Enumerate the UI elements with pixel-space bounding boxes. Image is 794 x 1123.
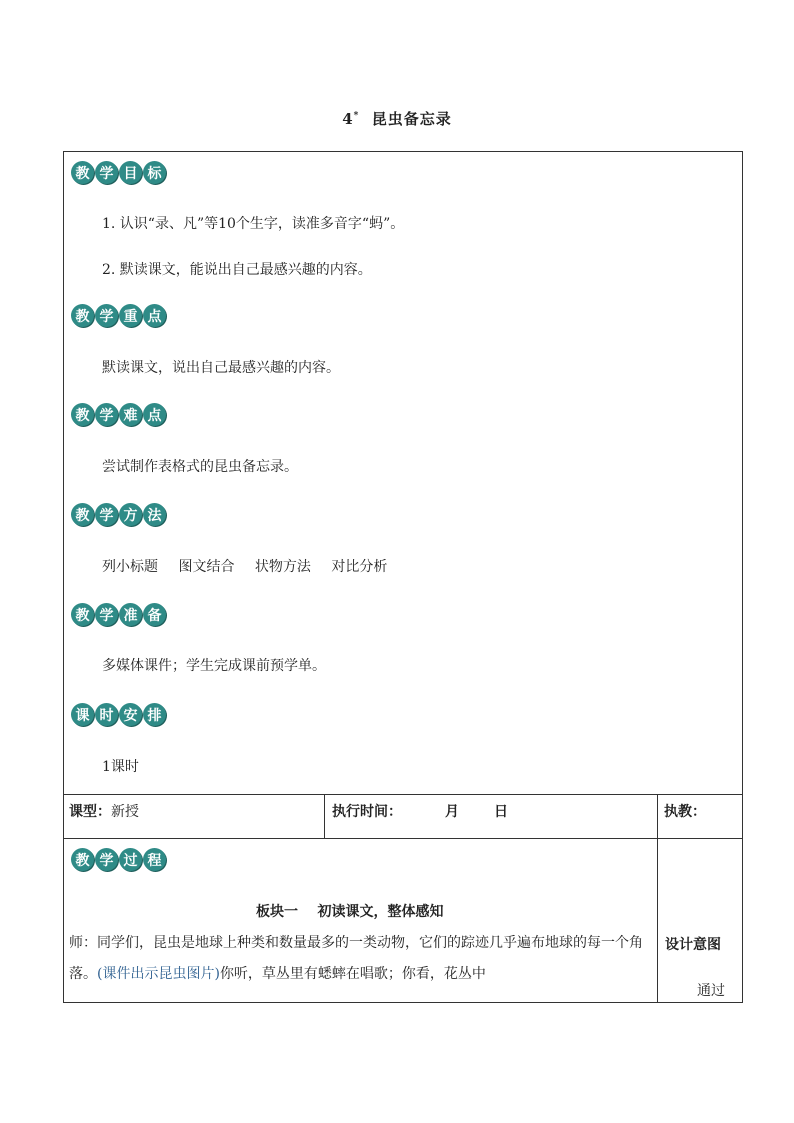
badge-circle-icon: 程: [143, 848, 166, 871]
section-badge-process: [71, 848, 166, 871]
execution-time-cell: [332, 801, 402, 821]
courseware-note: (课件出示昆虫图片): [97, 966, 220, 982]
lesson-type-value: 新授: [111, 804, 139, 820]
schedule-line: 1课时: [102, 759, 139, 775]
badge-circle-icon: 重: [119, 304, 142, 327]
badge-circle-icon: 教: [71, 161, 94, 184]
difficulty-line: 尝试制作表格式的昆虫备忘录。: [102, 459, 298, 475]
lesson-type-cell: [69, 801, 139, 821]
objective-line-1: 1. 认识“录、凡”等10个生字，读准多音字“蚂”。: [102, 216, 405, 232]
badge-circle-icon: 教: [71, 848, 94, 871]
badge-circle-icon: 学: [95, 603, 118, 626]
badge-circle-icon: 安: [119, 703, 142, 726]
section-badge-methods: [71, 503, 166, 526]
paragraph-text-continued: 你听，草丛里有蟋蟀在唱歌；你看，花丛中: [219, 966, 486, 982]
table-divider-info-bottom: [63, 838, 743, 839]
lesson-star: *: [353, 111, 360, 121]
section-badge-key-points: [71, 304, 166, 327]
badge-circle-icon: 准: [119, 603, 142, 626]
badge-circle-icon: 教: [71, 403, 94, 426]
section-badge-preparation: [71, 603, 166, 626]
lesson-name: 昆虫备忘录: [371, 110, 452, 128]
objective-line-2: 2. 默读课文，能说出自己最感兴趣的内容。: [102, 262, 372, 278]
day-label: 日: [494, 804, 508, 820]
design-intent-text: 通过: [697, 983, 725, 999]
badge-circle-icon: 学: [95, 304, 118, 327]
method-item: 状物方法: [254, 559, 311, 575]
badge-circle-icon: 学: [95, 161, 118, 184]
design-intent-label: 设计意图: [665, 937, 721, 953]
lesson-type-label: 课型：: [69, 804, 111, 820]
lesson-number: 4: [342, 110, 354, 128]
badge-circle-icon: 点: [143, 304, 166, 327]
process-paragraph: [69, 928, 654, 990]
method-item: 列小标题: [102, 559, 158, 575]
badge-circle-icon: 过: [119, 848, 142, 871]
method-item: 图文结合: [178, 559, 235, 575]
badge-circle-icon: 方: [119, 503, 142, 526]
section-badge-difficulties: [71, 403, 166, 426]
badge-circle-icon: 目: [119, 161, 142, 184]
teacher-label: 执教：: [664, 804, 706, 820]
badge-circle-icon: 法: [143, 503, 166, 526]
badge-circle-icon: 教: [71, 603, 94, 626]
paragraph-text: 师：同学们，昆虫是地球上种类和数量最多的一类动物，它们的踪迹几乎遍布地球的每一个角落。: [69, 935, 643, 982]
preparation-line: 多媒体课件；学生完成课前预学单。: [102, 658, 326, 674]
badge-circle-icon: 排: [143, 703, 166, 726]
section-badge-objectives: [71, 161, 166, 184]
badge-circle-icon: 学: [95, 403, 118, 426]
method-item: 对比分析: [331, 559, 388, 575]
badge-circle-icon: 教: [71, 503, 94, 526]
key-point-line: 默读课文，说出自己最感兴趣的内容。: [102, 360, 340, 376]
methods-line: [102, 556, 403, 576]
badge-circle-icon: 学: [95, 503, 118, 526]
table-divider-col1: [324, 794, 325, 838]
table-divider-col2: [657, 794, 658, 1003]
execution-time-label: 执行时间：: [332, 804, 402, 820]
badge-circle-icon: 课: [71, 703, 94, 726]
badge-circle-icon: 学: [95, 848, 118, 871]
badge-circle-icon: 时: [95, 703, 118, 726]
badge-circle-icon: 备: [143, 603, 166, 626]
table-divider-info-top: [63, 794, 743, 795]
badge-circle-icon: 标: [143, 161, 166, 184]
month-label: 月: [445, 804, 459, 820]
badge-circle-icon: 教: [71, 304, 94, 327]
block-title: 板块一 初读课文，整体感知: [256, 904, 444, 920]
badge-circle-icon: 难: [119, 403, 142, 426]
section-badge-schedule: [71, 703, 166, 726]
badge-circle-icon: 点: [143, 403, 166, 426]
lesson-title: [0, 108, 794, 129]
